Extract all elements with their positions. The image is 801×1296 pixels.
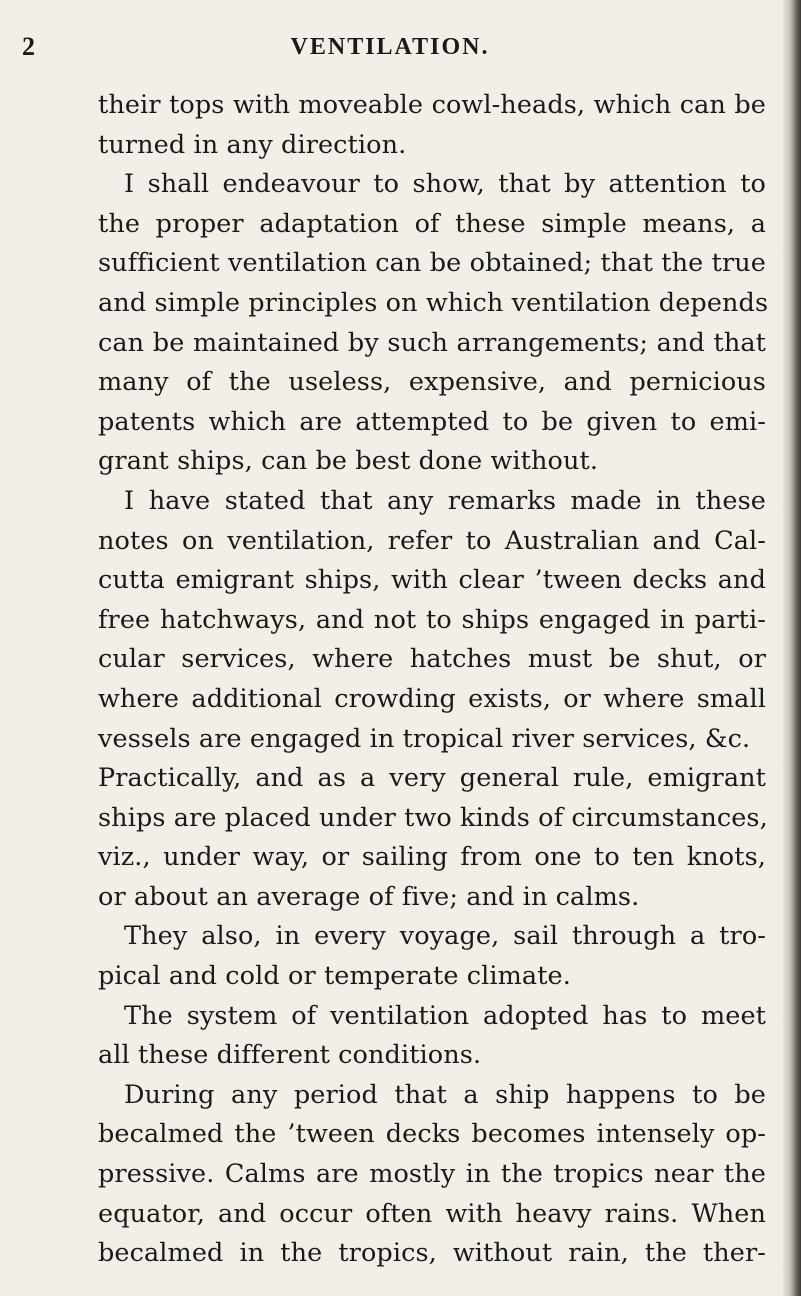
text-line: During any period that a ship happens to be [124,1079,766,1110]
text-line: becalmed the ’tween decks becomes intensely op- [98,1119,766,1150]
text-line: They also, in every voyage, sail through a tro- [124,921,766,952]
text-line: vessels are engaged in tropical river services, &c. [98,723,751,754]
running-title: VENTILATION. [290,34,490,60]
text-line: grant ships, can be best done without. [98,446,599,477]
text-line: and simple principles on which ventilation depends [98,287,769,318]
text-line: pressive. Calms are mostly in the tropics near the [98,1159,766,1190]
page-header [0,32,780,68]
text-line: I have stated that any remarks made in these [124,485,766,516]
text-line: sufficient ventilation can be obtained; that the true [98,248,766,279]
text-line: cular services, where hatches must be shut, or [98,644,766,675]
text-line: turned in any direction. [98,129,407,160]
text-line: I shall endeavour to show, that by attention to [124,169,766,200]
text-line: viz., under way, or sailing from one to ten knots, [98,842,766,873]
page-gutter-shadow [783,0,801,1296]
text-line: ships are placed under two kinds of circumstances, [98,802,768,833]
text-line: becalmed in the tropics, without rain, the ther- [98,1238,766,1269]
text-line: notes on ventilation, refer to Australian and Cal- [98,525,766,556]
text-line: can be maintained by such arrangements; and that [98,327,766,358]
body-text [98,86,769,1274]
text-line: equator, and occur often with heavy rains. When [98,1198,766,1229]
text-line: patents which are attempted to be given to emi- [98,406,766,437]
text-line: the proper adaptation of these simple means, a [98,208,766,239]
text-line: all these different conditions. [98,1040,482,1071]
text-line: their tops with moveable cowl-heads, which can be [98,90,766,120]
text-line: where additional crowding exists, or where small [98,683,766,714]
text-line: cutta emigrant ships, with clear ’tween decks and [98,565,766,596]
page-number: 2 [22,32,35,61]
text-line: Practically, and as a very general rule, emigrant [98,763,766,794]
text-line: many of the useless, expensive, and pernicious [98,367,766,398]
text-line: or about an average of five; and in calms. [98,881,640,912]
text-line: pical and cold or temperate climate. [98,961,571,992]
text-line: free hatchways, and not to ships engaged in parti- [98,604,766,635]
text-line: The system of ventilation adopted has to meet [124,1000,766,1031]
